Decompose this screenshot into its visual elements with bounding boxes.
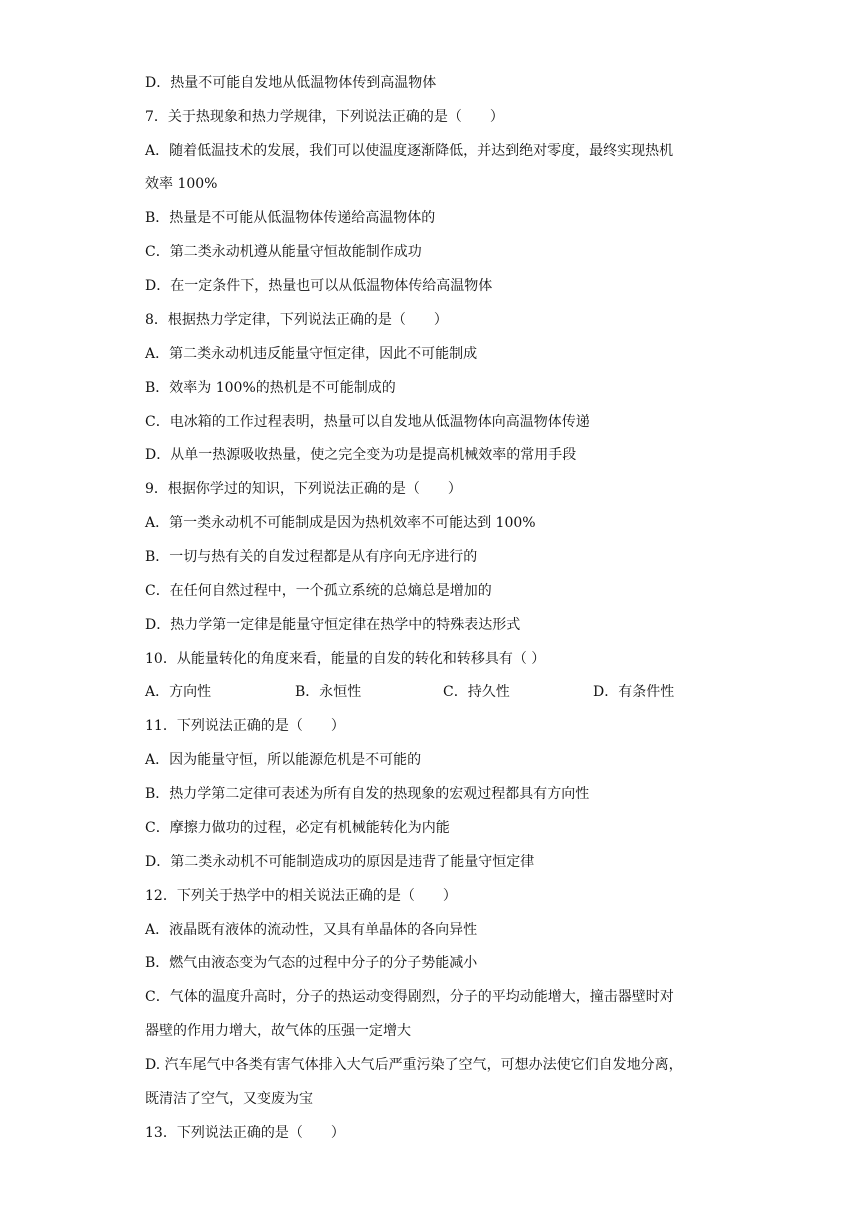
q11-option-d: D．第二类永动机不可能制造成功的原因是违背了能量守恒定律 <box>145 854 535 870</box>
q11-stem: 11．下列说法正确的是（ ） <box>145 718 345 734</box>
q12-option-b: B．燃气由液态变为气态的过程中分子的分子势能减小 <box>145 955 478 971</box>
q7-option-b: B．热量是不可能从低温物体传递给高温物体的 <box>145 210 436 226</box>
q11-option-b: B．热力学第二定律可表述为所有自发的热现象的宏观过程都具有方向性 <box>145 786 590 802</box>
q8-option-c: C．电冰箱的工作过程表明，热量可以自发地从低温物体向高温物体传递 <box>145 414 590 430</box>
q12-option-c: C．气体的温度升高时，分子的热运动变得剧烈，分子的平均动能增大，撞击器壁时对 <box>145 989 674 1005</box>
q12-stem: 12．下列关于热学中的相关说法正确的是（ ） <box>145 888 457 904</box>
q10-option-c: C．持久性 <box>443 684 510 700</box>
q7-option-c: C．第二类永动机遵从能量守恒故能制作成功 <box>145 244 422 260</box>
q8-option-d: D．从单一热源吸收热量，使之完全变为功是提高机械效率的常用手段 <box>145 447 577 463</box>
q10-options <box>145 682 725 702</box>
q9-option-a: A．第一类永动机不可能制成是因为热机效率不可能达到 100% <box>145 515 536 531</box>
q10-stem: 10．从能量转化的角度来看，能量的自发的转化和转移具有（ ） <box>145 651 546 667</box>
q8-stem: 8．根据热力学定律，下列说法正确的是（ ） <box>145 312 448 328</box>
q9-stem: 9．根据你学过的知识，下列说法正确的是（ ） <box>145 481 462 497</box>
q11-option-a: A．因为能量守恒，所以能源危机是不可能的 <box>145 752 422 768</box>
q10-option-a: A．方向性 <box>145 684 212 700</box>
q8-option-b: B．效率为 100%的热机是不可能制成的 <box>145 380 396 396</box>
q7-option-a-cont: 效率 100% <box>145 176 218 192</box>
q12-option-d-cont: 既清洁了空气，又变废为宝 <box>145 1091 313 1107</box>
q12-option-a: A．液晶既有液体的流动性，又具有单晶体的各向异性 <box>145 922 478 938</box>
q12-option-c-cont: 器壁的作用力增大，故气体的压强一定增大 <box>145 1023 411 1039</box>
q7-stem: 7．关于热现象和热力学规律，下列说法正确的是（ ） <box>145 109 504 125</box>
q9-option-b: B．一切与热有关的自发过程都是从有序向无序进行的 <box>145 549 478 565</box>
q10-option-b: B．永恒性 <box>295 684 362 700</box>
q11-option-c: C．摩擦力做功的过程，必定有机械能转化为内能 <box>145 820 450 836</box>
q7-option-a: A．随着低温技术的发展，我们可以使温度逐渐降低，并达到绝对零度，最终实现热机 <box>145 143 674 159</box>
q8-option-a: A．第二类永动机违反能量守恒定律，因此不可能制成 <box>145 346 478 362</box>
q13-stem: 13．下列说法正确的是（ ） <box>145 1125 345 1141</box>
q10-option-d: D．有条件性 <box>593 684 675 700</box>
q12-option-d: D. 汽车尾气中各类有害气体排入大气后严重污染了空气，可想办法使它们自发地分离， <box>145 1057 683 1073</box>
q7-option-d: D．在一定条件下，热量也可以从低温物体传给高温物体 <box>145 278 493 294</box>
q6-option-d: D．热量不可能自发地从低温物体传到高温物体 <box>145 75 437 91</box>
q9-option-c: C．在任何自然过程中，一个孤立系统的总熵总是增加的 <box>145 583 492 599</box>
q9-option-d: D．热力学第一定律是能量守恒定律在热学中的特殊表达形式 <box>145 617 521 633</box>
